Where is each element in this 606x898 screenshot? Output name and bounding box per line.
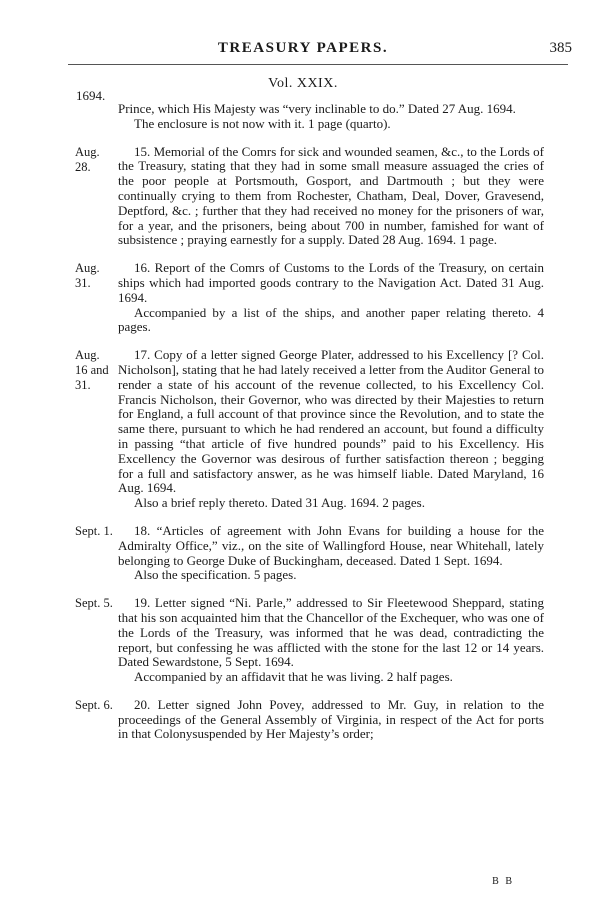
entry-body <box>118 524 544 583</box>
entry-17 <box>0 348 606 511</box>
entry-paragraph: 19. Letter signed “Ni. Parle,” addressed to Sir Fleetewood Sheppard, stating that his son acquainted him that the Chancellor of the Exchequer, who was one of the Lords of the Treasury, was informed that he was dead, contradicting the report, but confessing he was afflicted with the stone for the last 12 or 14 years. Dated Sewardstone, 5 Sept. 1694. <box>118 595 544 670</box>
entry-continuation <box>0 102 606 132</box>
entry-paragraph: 15. Memorial of the Comrs for sick and wounded seamen, &c., to the Lords of the Treasury, stating that they had in some small measure assuaged the cries of the poor people at Portsmouth, Gosport, and Dartmouth ; but they were continually crying to them from Rochester, Chatham, Deal, Dover, Gravesend, Deptford, &c. ; further that they had received no money for the prisoners of war, for a year, and the prisoners, being about 700 in number, famished for want of subsistence ; praying earnestly for a supply. Dated 28 Aug. 1694. 1 page. <box>118 143 544 248</box>
entry-paragraph: Prince, which His Majesty was “very inclinable to do.” Dated 27 Aug. 1694. <box>118 101 516 116</box>
entry-paragraph: The enclosure is not now with it. 1 page (quarto). <box>134 115 391 131</box>
entry-body <box>118 145 544 249</box>
entry-paragraph: Also the specification. 5 pages. <box>134 567 297 583</box>
header-rule <box>68 64 568 65</box>
entry-date: Aug. 31. <box>75 261 100 291</box>
running-title: TREASURY PAPERS. <box>217 40 389 56</box>
entry-date: Aug. 28. <box>75 144 100 174</box>
page-header <box>0 40 606 64</box>
entry-date: Aug. 16 and 31. <box>75 348 109 393</box>
entry-paragraph: 16. Report of the Comrs of Customs to the Lords of the Treasury, on certain ships which had imported goods contrary to the Navigation Act. Dated 31 Aug. 1694. <box>118 260 544 305</box>
entry-body <box>118 698 544 742</box>
document-body <box>0 102 606 755</box>
entry-date: Sept. 6. <box>75 697 113 712</box>
entry-date: Sept. 1. <box>75 523 113 538</box>
entry-paragraph: Accompanied by an affidavit that he was living. 2 half pages. <box>134 669 453 685</box>
entry-19 <box>0 596 606 685</box>
entry-paragraph: Accompanied by a list of the ships, and another paper relating thereto. 4 pages. <box>118 304 544 335</box>
entry-paragraph: 18. “Articles of agreement with John Evans for building a house for the Admiralty Office,” viz., on the site of Wallingford House, near Whitehall, lately belonging to George Duke of Buckingham, deceased. Dated 1 Sept. 1694. <box>118 522 544 568</box>
page-number: 385 <box>549 40 572 56</box>
entry-body <box>118 102 544 132</box>
entry-16 <box>0 261 606 335</box>
volume-label: Vol. XXIX. <box>268 76 338 91</box>
entry-body <box>118 261 544 335</box>
entry-paragraph: Also a brief reply thereto. Dated 31 Aug. 1694. 2 pages. <box>134 495 425 511</box>
entry-paragraph: 20. Letter signed John Povey, addressed to Mr. Guy, in relation to the proceedings of the General Assembly of Virginia, in respect of the Act for ports in that Colonysuspended by Her Majesty’s order; <box>118 696 544 742</box>
entry-20 <box>0 698 606 742</box>
entry-paragraph: 17. Copy of a letter signed George Plater, addressed to his Excellency [? Col. Nicholson], stating that he had lately received a letter from the Auditor General to render a state of his account of the revenue collected, to his Excellency Col. Francis Nicholson, their Governor, who was directed by their Majesties to return for England, a full account of that province since the Revolution, and to state the same there, pursuant to which he had rendered an account, but found a difficulty in passing “that article of five hundred pounds” paid to his Excellency. His Excellency the Governor was desirous of further satisfaction thereon ; begging for a full and satisfactory answer, as he was himself liable. Dated Maryland, 16 Aug. 1694. <box>118 347 544 496</box>
entry-body <box>118 596 544 685</box>
year-label: 1694. <box>76 88 106 103</box>
entry-date: Sept. 5. <box>75 596 113 611</box>
entry-15 <box>0 145 606 249</box>
signature-mark: B B <box>492 876 514 887</box>
entry-body <box>118 348 544 511</box>
volume-row <box>0 76 606 103</box>
entry-18 <box>0 524 606 583</box>
